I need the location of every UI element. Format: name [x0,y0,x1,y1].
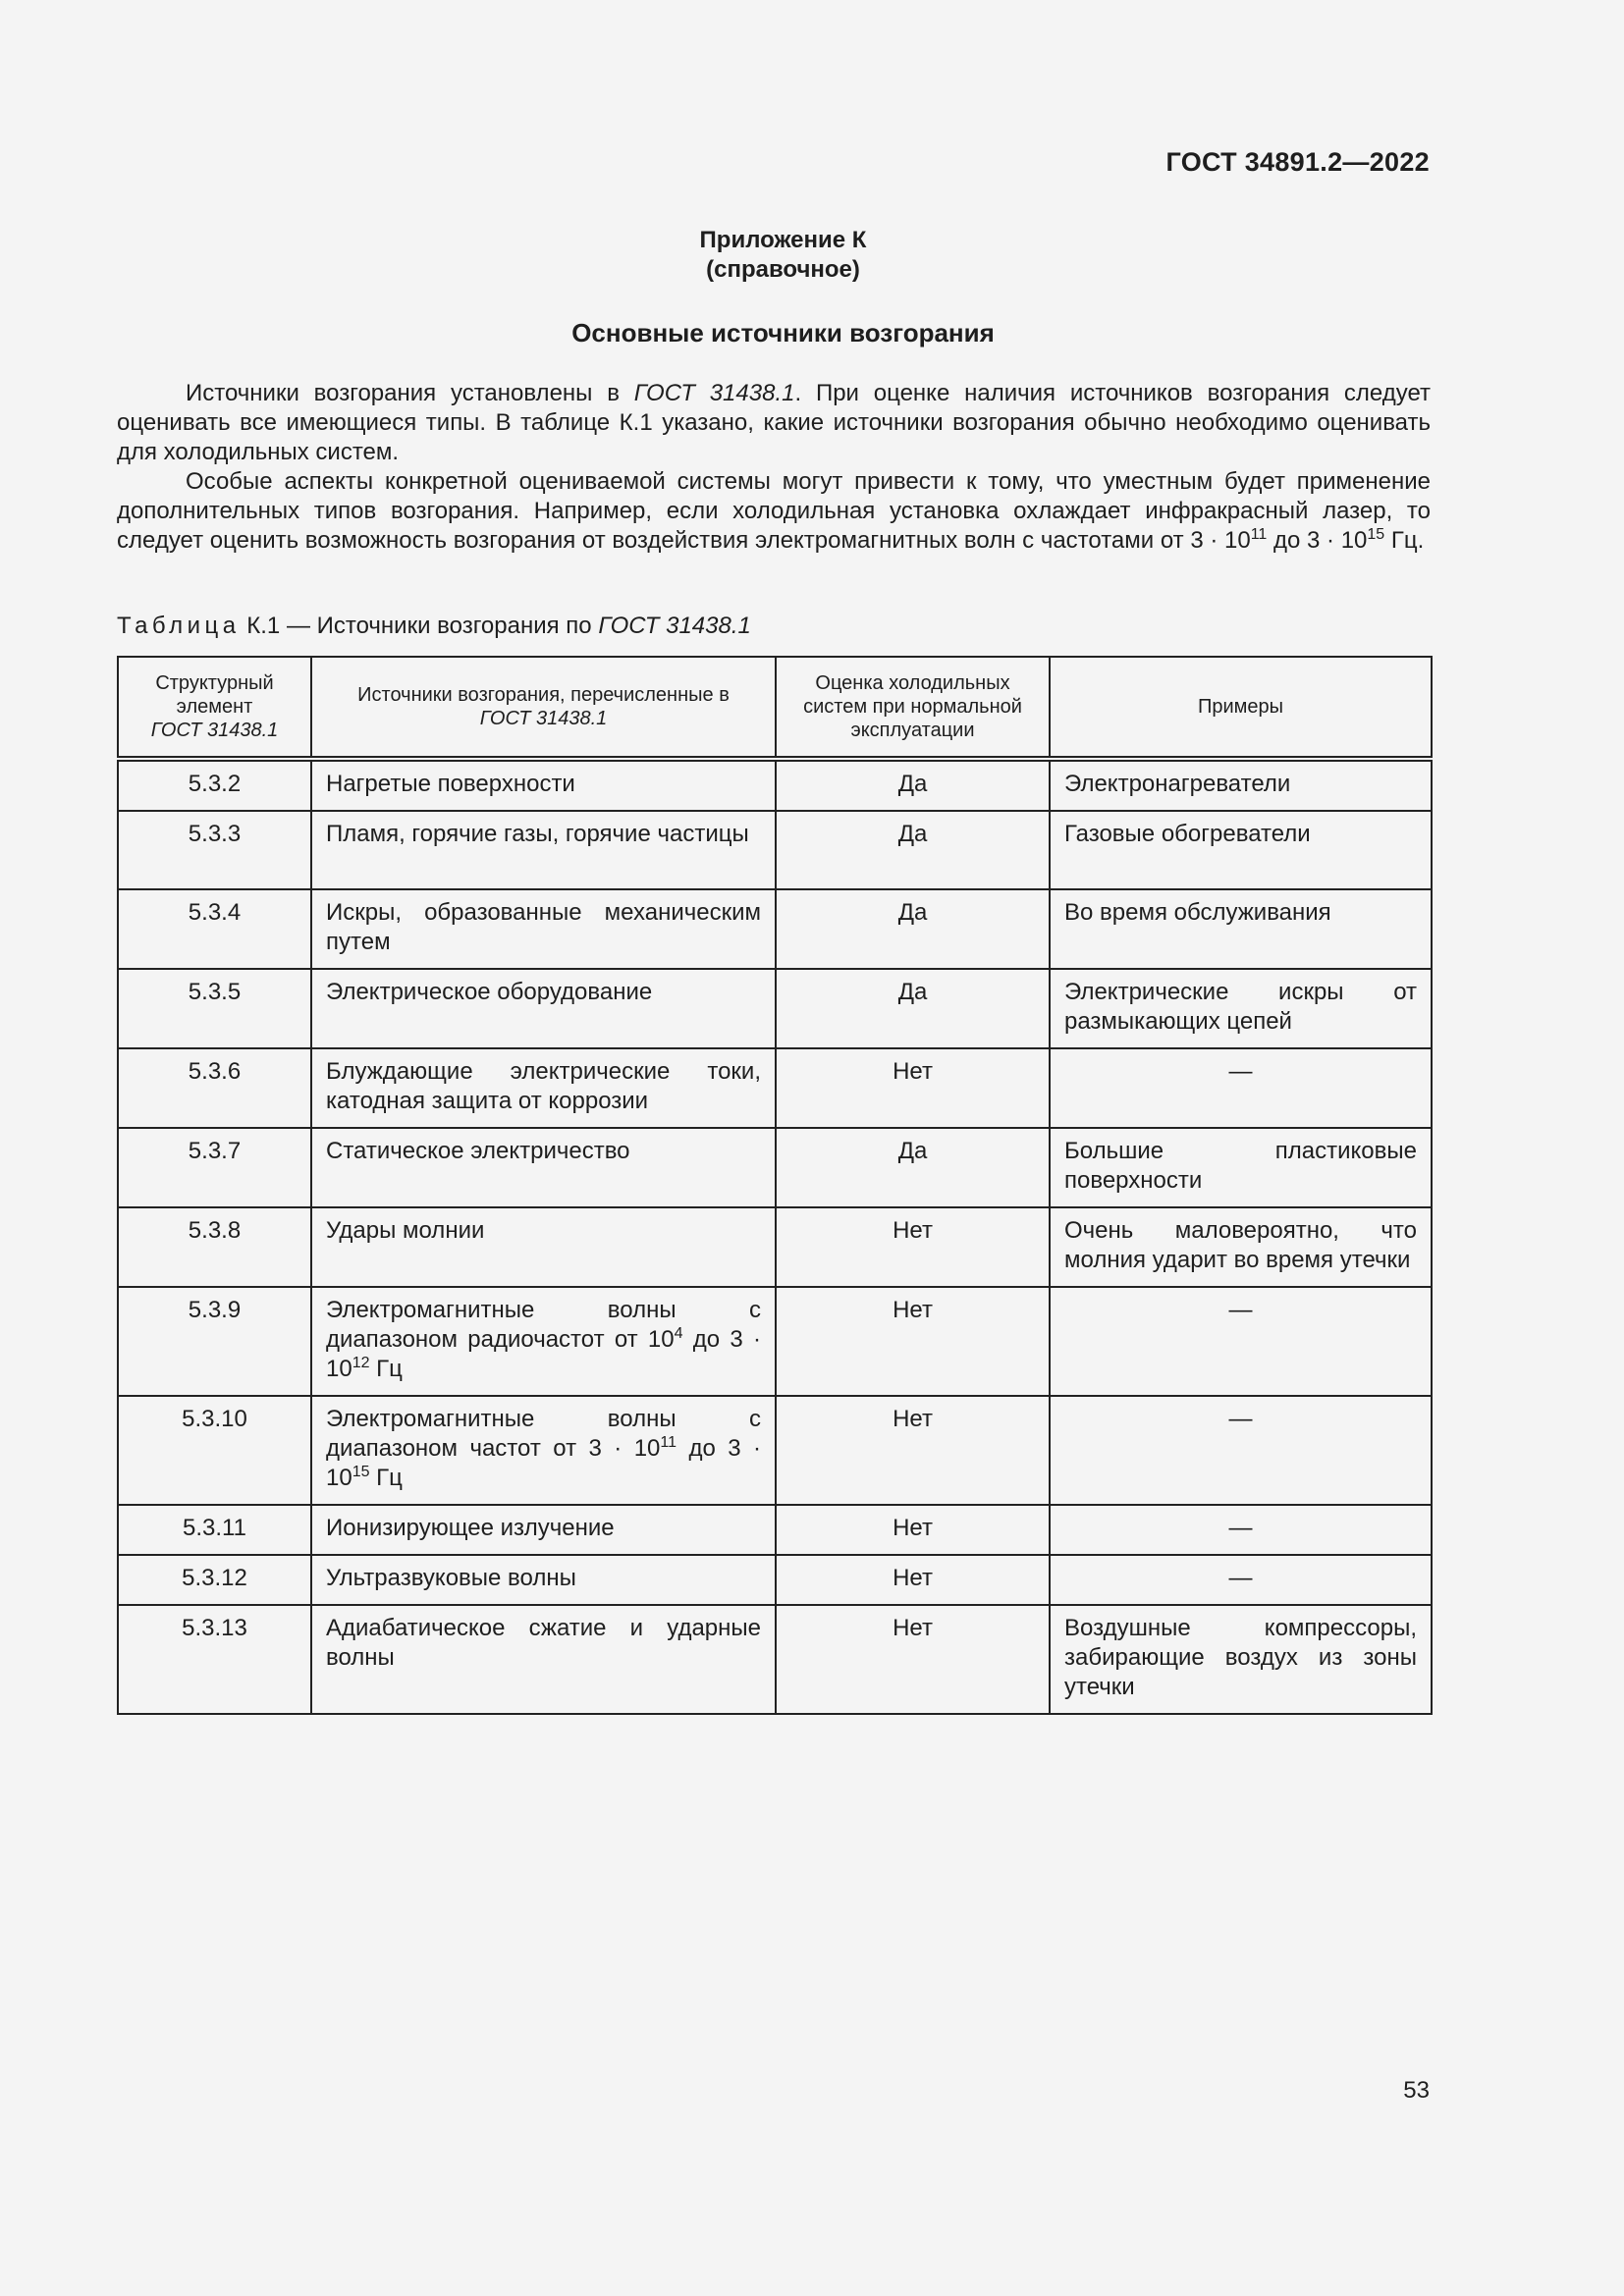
cell-assessment: Нет [776,1396,1050,1505]
cell-element: 5.3.5 [118,969,311,1048]
table-row [118,1287,1432,1396]
cell-element: 5.3.12 [118,1555,311,1605]
cell-source [311,1287,776,1396]
table-caption-reference: ГОСТ 31438.1 [598,613,751,639]
cell-examples: — [1050,1048,1432,1128]
cell-source: Блуждающие электрические токи, катодная защита от коррозии [311,1048,776,1128]
body-text [117,379,1431,556]
table-row [118,811,1432,889]
cell-source: Статическое электричество [311,1128,776,1207]
table-row [118,1207,1432,1287]
paragraph-1-text-continued: . При оценке наличия источников возгорания следует оценивать все имеющиеся типы. В таблице К.1 указано, какие источники возгорания обычно необходимо оценивать для холодильных систем. [117,380,1431,465]
cell-assessment: Нет [776,1207,1050,1287]
paragraph-1-text: Источники возгорания установлены в [186,380,634,406]
exponent: 15 [1367,526,1385,543]
cell-element: 5.3.10 [118,1396,311,1505]
cell-source: Электрическое оборудование [311,969,776,1048]
cell-element: 5.3.13 [118,1605,311,1714]
exponent: 11 [1250,526,1268,543]
cell-examples: Электронагреватели [1050,759,1432,811]
exponent: 4 [674,1325,683,1342]
cell-examples: Очень маловероятно, что молния ударит во время утечки [1050,1207,1432,1287]
header-structural-element [118,657,311,759]
ignition-sources-table [117,656,1433,1715]
cell-assessment: Да [776,969,1050,1048]
header-text: Источники возгорания, перечисленные в [357,684,730,706]
cell-examples: — [1050,1396,1432,1505]
page-number: 53 [1403,2077,1430,2104]
section-title: Основные источники возгорания [571,318,995,347]
cell-source [311,1396,776,1505]
cell-source: Нагретые поверхности [311,759,776,811]
cell-source-text: Гц [369,1356,403,1382]
cell-assessment: Да [776,759,1050,811]
table-row [118,1605,1432,1714]
cell-element: 5.3.4 [118,889,311,969]
appendix-title: Приложение К [699,227,867,253]
table-row [118,1505,1432,1555]
header-assessment: Оценка холодильных систем при нормальной эксплуатации [776,657,1050,759]
cell-assessment: Нет [776,1555,1050,1605]
cell-examples: Большие пластиковые поверхности [1050,1128,1432,1207]
header-examples: Примеры [1050,657,1432,759]
cell-examples: Электрические искры от размыкающих цепей [1050,969,1432,1048]
paragraph-2 [117,467,1431,556]
table-row [118,969,1432,1048]
cell-element: 5.3.7 [118,1128,311,1207]
cell-source: Адиабатическое сжатие и ударные волны [311,1605,776,1714]
header-reference: ГОСТ 31438.1 [150,720,279,741]
cell-element: 5.3.3 [118,811,311,889]
table-header-row [118,657,1432,759]
cell-element: 5.3.8 [118,1207,311,1287]
cell-examples: Во время обслуживания [1050,889,1432,969]
header-text: Структурный элемент [155,672,274,718]
exponent: 11 [660,1434,677,1451]
cell-source-text: Электромагнитные волны с диапазоном радиочастот от 10 [326,1297,761,1353]
cell-assessment: Нет [776,1505,1050,1555]
table-row [118,1048,1432,1128]
paragraph-2-text-continued: до 3 · 10 [1267,527,1368,554]
document-code: ГОСТ 34891.2—2022 [1165,147,1430,177]
appendix-subtitle: (справочное) [706,256,860,283]
exponent: 15 [352,1464,370,1480]
cell-source-text: Электромагнитные волны с диапазоном частот от 3 · 10 [326,1406,761,1462]
cell-assessment: Нет [776,1605,1050,1714]
appendix-heading [0,226,1566,285]
cell-assessment: Да [776,811,1050,889]
cell-assessment: Нет [776,1048,1050,1128]
table-row [118,759,1432,811]
exponent: 12 [352,1355,370,1371]
paragraph-2-text-end: Гц. [1384,527,1425,554]
table-caption-title: К.1 — Источники возгорания по [240,613,599,639]
cell-examples: — [1050,1505,1432,1555]
table-row [118,1555,1432,1605]
cell-assessment: Нет [776,1287,1050,1396]
cell-source: Удары молнии [311,1207,776,1287]
table-caption [117,613,751,640]
cell-assessment: Да [776,1128,1050,1207]
cell-examples: Газовые обогреватели [1050,811,1432,889]
cell-source-text: до 3 · 10 [326,1326,762,1382]
cell-assessment: Да [776,889,1050,969]
cell-source: Пламя, горячие газы, горячие частицы [311,811,776,889]
cell-source: Ультразвуковые волны [311,1555,776,1605]
cell-element: 5.3.2 [118,759,311,811]
table-row [118,889,1432,969]
cell-examples: — [1050,1555,1432,1605]
table-caption-label: Таблица [117,613,241,639]
cell-examples: Воздушные компрессоры, забирающие воздух из зоны утечки [1050,1605,1432,1714]
standard-reference: ГОСТ 31438.1 [633,380,795,406]
cell-source-text: Гц [369,1465,403,1491]
paragraph-2-text: Особые аспекты конкретной оцениваемой системы могут привести к тому, что уместным будет применение дополнительных типов возгорания. Например, если холодильная установка охлаждает инфракрасный лазер, то следует оценить возможность возгорания от воздействия электромагнитных волн с частотами от 3 · 10 [117,468,1431,554]
cell-element: 5.3.11 [118,1505,311,1555]
cell-examples: — [1050,1287,1432,1396]
header-reference: ГОСТ 31438.1 [479,708,608,729]
table-row [118,1396,1432,1505]
table-row [118,1128,1432,1207]
cell-element: 5.3.9 [118,1287,311,1396]
cell-source: Ионизирующее излучение [311,1505,776,1555]
paragraph-1 [117,379,1431,467]
cell-element: 5.3.6 [118,1048,311,1128]
header-ignition-sources [311,657,776,759]
cell-source: Искры, образованные механическим путем [311,889,776,969]
cell-source-text: до 3 · 10 [326,1435,761,1491]
